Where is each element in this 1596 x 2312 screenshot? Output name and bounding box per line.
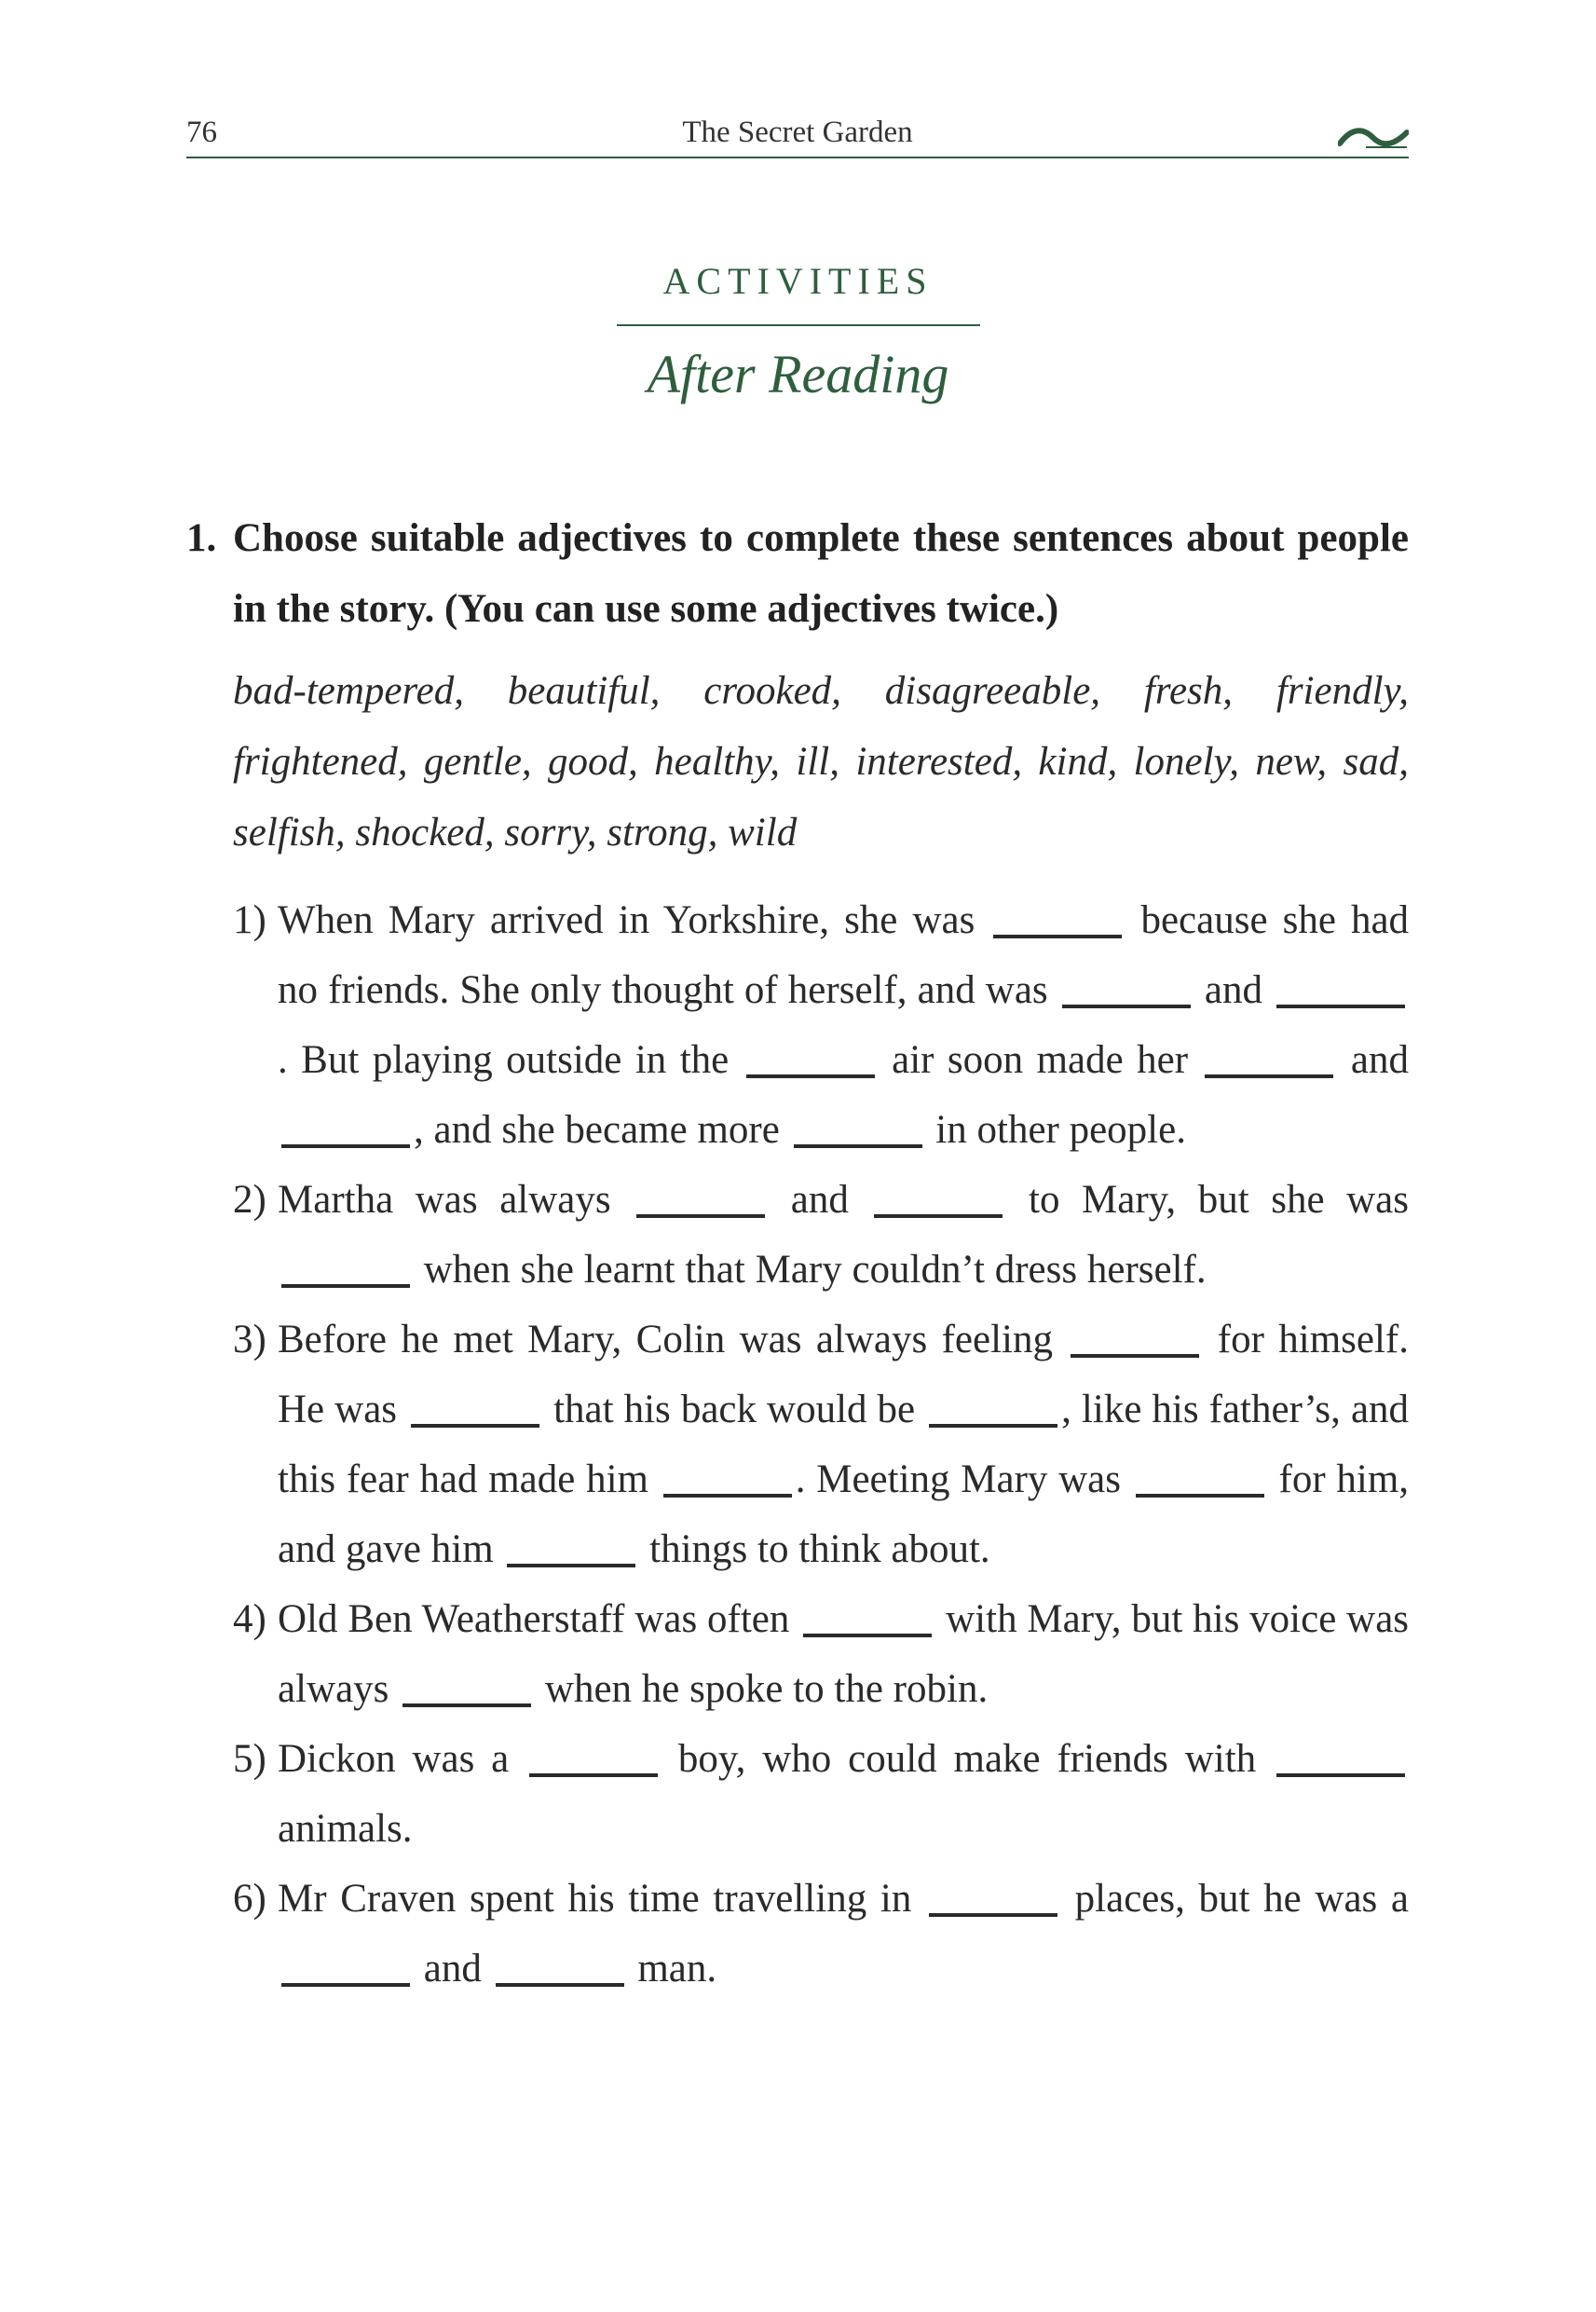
text-segment: and [790,1178,849,1222]
text-segment: that his back would be [553,1388,916,1431]
text-segment: for him, and gave him [278,1457,1410,1571]
item-number: 6) [233,1877,266,1921]
exercise-item [233,1864,1409,2004]
item-text [278,1864,1409,2004]
text-segment: places, but he was a [1074,1877,1410,1921]
text-segment: , and she became more [414,1108,780,1152]
text-segment: Before he met Mary, Colin was always feeling [278,1318,1054,1361]
text-segment: boy, who could make friends with [677,1737,1257,1781]
exercise-items [233,885,1409,2004]
item-text [278,1724,1409,1864]
exercise-item [233,1724,1409,1864]
answer-blank[interactable] [507,1564,635,1567]
item-number: 2) [233,1178,266,1222]
item-number: 4) [233,1597,266,1641]
text-segment: to Mary, but she was [1029,1178,1410,1222]
answer-blank[interactable] [411,1424,539,1428]
exercise-instruction [186,503,1409,645]
text-segment: and [423,1947,482,1991]
item-number: 1) [233,898,266,942]
exercise-item [233,885,1409,1165]
exercise-item [233,1165,1409,1305]
text-segment: because she had no friends. She only thought of herself, and was [278,898,1410,1012]
answer-blank[interactable] [746,1074,875,1078]
answer-blank[interactable] [281,1144,410,1148]
text-segment: air soon made her [892,1038,1189,1082]
answer-blank[interactable] [1062,1005,1191,1008]
section-title: After Reading [647,344,949,404]
text-segment: Old Ben Weatherstaff was often [278,1597,790,1641]
exercise [186,503,1409,2004]
answer-blank[interactable] [402,1703,531,1707]
text-segment: for himself. He was [278,1318,1410,1431]
answer-blank[interactable] [281,1983,410,1987]
text-segment: with Mary, but his voice was always [278,1597,1410,1711]
text-segment: Dickon was a [278,1737,510,1781]
instruction-text: Choose suitable adjectives to complete these sentences about people in the story. (You can use some adjectives twice.) [233,516,1409,631]
answer-blank[interactable] [803,1634,932,1637]
answer-blank[interactable] [794,1144,922,1148]
page-number: 76 [186,116,217,149]
section-divider [617,324,980,326]
text-segment: When Mary arrived in Yorkshire, she was [278,898,975,942]
item-text [278,1165,1409,1305]
item-text [278,1584,1409,1724]
text-segment: things to think about. [649,1527,990,1571]
item-text [278,885,1409,1165]
answer-blank[interactable] [1276,1005,1405,1008]
text-segment: when he spoke to the robin. [544,1667,989,1711]
exercise-item [233,1584,1409,1724]
text-segment: , like his father’s, and this fear had made him [278,1388,1410,1501]
text-segment: and [1204,968,1262,1012]
answer-blank[interactable] [1071,1354,1199,1358]
text-segment: Martha was always [278,1178,611,1222]
answer-blank[interactable] [874,1214,1003,1218]
exercise-item [233,1305,1409,1584]
section-label: ACTIVITIES [662,260,934,302]
answer-blank[interactable] [663,1494,792,1498]
text-segment: Mr Craven spent his time travelling in [278,1877,912,1921]
answer-blank[interactable] [1276,1773,1405,1777]
item-number: 5) [233,1737,266,1781]
item-text [278,1305,1409,1584]
running-title: The Secret Garden [682,116,913,149]
text-segment: man. [637,1947,717,1991]
answer-blank[interactable] [929,1913,1057,1917]
answer-blank[interactable] [529,1773,658,1777]
answer-blank[interactable] [929,1424,1057,1428]
answer-blank[interactable] [1205,1074,1333,1078]
swash-ornament-icon [1338,119,1409,153]
page-header [186,110,1409,158]
text-segment: and [1350,1038,1409,1082]
answer-blank[interactable] [496,1983,624,1987]
text-segment: animals. [278,1807,413,1851]
item-number: 3) [233,1318,266,1361]
answer-blank[interactable] [993,935,1122,938]
text-segment: . But playing outside in the [278,1038,730,1082]
answer-blank[interactable] [636,1214,765,1218]
text-segment: . Meeting Mary was [795,1457,1122,1501]
adjective-word-list: bad-tempered, beautiful, crooked, disagreeable, fresh, friendly, frightened, gentle, good, healthy, ill, interested, kind, lonely, new, sad, selfish, shocked, sorry, strong, wild [233,669,1409,855]
exercise-number: 1. [186,516,217,560]
answer-blank[interactable] [1136,1494,1264,1498]
answer-blank[interactable] [281,1284,410,1288]
text-segment: when she learnt that Mary couldn’t dress herself. [423,1248,1207,1292]
text-segment: in other people. [935,1108,1186,1152]
